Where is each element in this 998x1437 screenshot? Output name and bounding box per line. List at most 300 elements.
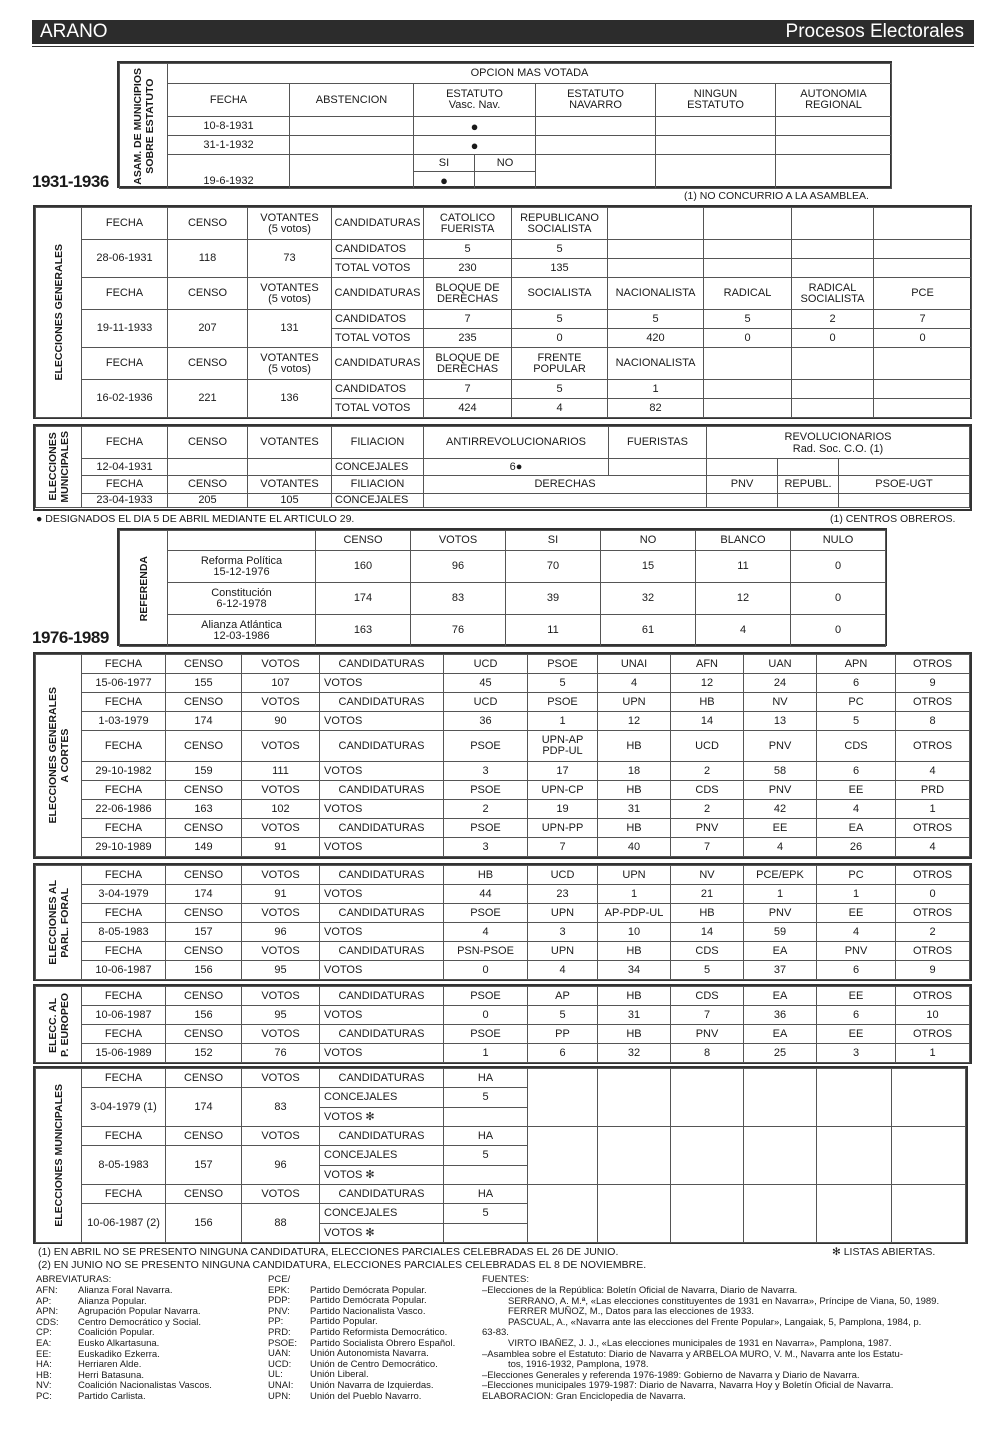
col-header: PC bbox=[817, 866, 896, 885]
abbreviation-meaning: Alianza Popular. bbox=[78, 1295, 147, 1307]
fuente-line: tos, 1916-1932, Pamplona, 1978. bbox=[508, 1359, 649, 1371]
mun-header: CENSO bbox=[168, 427, 248, 459]
mun-cell bbox=[839, 494, 970, 508]
votos-value: 96 bbox=[242, 1146, 320, 1185]
col-header: CENSO bbox=[166, 1025, 242, 1044]
votos-label: VOTOS bbox=[320, 923, 444, 942]
empty-cell bbox=[671, 1069, 744, 1127]
table-row bbox=[36, 866, 970, 885]
col-header: PSOE bbox=[444, 819, 528, 838]
fecha-value: 8-05-1983 bbox=[82, 1146, 166, 1185]
fecha-value: 15-06-1977 bbox=[82, 674, 166, 693]
col-header: VOTOS bbox=[242, 1025, 320, 1044]
gen-candidatos-value: 5 bbox=[608, 310, 704, 329]
fuente-line: –Elecciones municipales 1979-1987: Diario de Navarra, Navarra Hoy y Boletín Oficial de Navarra. bbox=[482, 1380, 894, 1392]
empty-cell bbox=[444, 1166, 528, 1185]
data-value: 31 bbox=[598, 1006, 671, 1025]
gen-candidatos-value bbox=[874, 380, 972, 399]
col-header: FECHA bbox=[82, 1025, 166, 1044]
col-header: CDS bbox=[817, 731, 896, 762]
gen-header bbox=[704, 208, 792, 240]
asamblea-cell bbox=[290, 136, 414, 155]
opcion-mas-votada-header: OPCION MAS VOTADA bbox=[168, 64, 892, 84]
asamblea-dot: ● bbox=[414, 136, 536, 155]
data-value: 21 bbox=[671, 885, 744, 904]
asamblea-cell bbox=[656, 136, 776, 155]
elecciones-generales-1931-table bbox=[33, 205, 972, 419]
data-value: 6 bbox=[528, 1044, 598, 1063]
referenda-value: 0 bbox=[791, 583, 886, 615]
votos-label: VOTOS bbox=[320, 762, 444, 781]
table-row bbox=[36, 904, 970, 923]
table-row bbox=[36, 731, 970, 762]
gen-candidatos-value: 5 bbox=[512, 380, 608, 399]
col-header: PSOE bbox=[444, 904, 528, 923]
period-1931-1936: 1931-1936 bbox=[32, 172, 109, 191]
mun-header: VOTANTES bbox=[248, 427, 332, 459]
gen-header: FRENTE POPULAR bbox=[512, 348, 608, 380]
gen-candidatos-value: 2 bbox=[792, 310, 874, 329]
data-value: 1 bbox=[744, 885, 817, 904]
gen-votos-value: 4 bbox=[512, 399, 608, 418]
data-value: 111 bbox=[242, 762, 320, 781]
abbreviation-meaning: Partido Nacionalista Vasco. bbox=[310, 1305, 426, 1317]
col-header: FECHA bbox=[82, 942, 166, 961]
candidatos-label: CANDIDATOS bbox=[332, 380, 424, 399]
col-header: HB bbox=[598, 819, 671, 838]
col-header: HA bbox=[444, 1185, 528, 1204]
gen-header: PCE bbox=[874, 278, 972, 310]
table-row bbox=[36, 1044, 970, 1063]
referenda-value: 83 bbox=[411, 583, 506, 615]
col-header: UCD bbox=[671, 731, 744, 762]
total-votos-label: TOTAL VOTOS bbox=[332, 329, 424, 348]
censo-value: 157 bbox=[166, 1146, 242, 1185]
col-header: CANDIDATURAS bbox=[320, 781, 444, 800]
asamblea-cell bbox=[776, 117, 892, 136]
col-header: EE bbox=[744, 819, 817, 838]
gen-votos-value: 230 bbox=[424, 259, 512, 278]
gen-header: CENSO bbox=[168, 348, 248, 380]
table-row bbox=[36, 762, 970, 781]
elecciones-europeo-table bbox=[33, 984, 972, 1064]
votos-abiertas-label: VOTOS ✻ bbox=[320, 1166, 444, 1185]
elecciones-europeo-label-text: ELECC. AL P. EUROPEO bbox=[46, 992, 71, 1057]
table-row bbox=[36, 693, 970, 712]
col-header: AFN bbox=[671, 655, 744, 674]
data-value: 26 bbox=[817, 838, 896, 857]
concejales-value: 5 bbox=[444, 1088, 528, 1108]
data-value: 152 bbox=[166, 1044, 242, 1063]
mun-header: PSOE-UGT bbox=[839, 476, 970, 494]
col-header: VOTOS bbox=[242, 731, 320, 762]
fecha-value: 22-06-1986 bbox=[82, 800, 166, 819]
mun-cell bbox=[839, 459, 970, 476]
abbreviation-code: CP: bbox=[36, 1327, 52, 1339]
fuentes-title: FUENTES: bbox=[482, 1274, 529, 1285]
abbreviation-meaning: Unión de Centro Democrático. bbox=[310, 1358, 438, 1370]
data-value: 174 bbox=[166, 885, 242, 904]
si-no-grid bbox=[414, 155, 535, 171]
table-row bbox=[120, 64, 892, 84]
col-header: OTROS bbox=[896, 819, 970, 838]
col-header: CENSO bbox=[166, 1127, 242, 1146]
empty-cell bbox=[744, 1127, 817, 1185]
col-header: UPN bbox=[528, 942, 598, 961]
col-header: UCD bbox=[528, 866, 598, 885]
data-value: 6 bbox=[817, 674, 896, 693]
col-header: UPN-CP bbox=[528, 781, 598, 800]
abbreviation-item bbox=[36, 1286, 212, 1297]
asamblea-cell bbox=[656, 155, 776, 189]
asamblea-label bbox=[120, 64, 168, 189]
data-value: 90 bbox=[242, 712, 320, 731]
votos-value: 88 bbox=[242, 1204, 320, 1243]
asamblea-col-header: ESTATUTO Vasc. Nav. bbox=[414, 84, 536, 117]
table-row bbox=[36, 1025, 970, 1044]
gen-candidatos-value: 5 bbox=[424, 240, 512, 259]
referenda-header: SI bbox=[506, 531, 601, 551]
asamblea-cell bbox=[656, 117, 776, 136]
section-title: Procesos Electorales bbox=[785, 21, 964, 42]
abbreviation-code: PRD: bbox=[268, 1326, 291, 1338]
data-value: 6 bbox=[817, 1006, 896, 1025]
col-header: VOTOS bbox=[242, 1127, 320, 1146]
col-header: NV bbox=[671, 866, 744, 885]
elecciones-generales-label-text: ELECCIONES GENERALES bbox=[52, 244, 65, 381]
data-value: 155 bbox=[166, 674, 242, 693]
col-header: HB bbox=[671, 904, 744, 923]
abbreviation-meaning: Centro Democrático y Social. bbox=[78, 1316, 202, 1328]
abbreviation-code: UL: bbox=[268, 1369, 283, 1381]
table-row bbox=[36, 674, 970, 693]
gen-header: NACIONALISTA bbox=[608, 278, 704, 310]
gen-candidatos-value bbox=[704, 240, 792, 259]
abbreviation-meaning: Eusko Alkartasuna. bbox=[78, 1337, 160, 1349]
gen-votos-value: 0 bbox=[512, 329, 608, 348]
mun-header: DERECHAS bbox=[424, 476, 707, 494]
referenda-label-text: REFERENDA bbox=[137, 555, 150, 622]
fuente-line: –Elecciones Generales y referenda 1976-1989: Gobierno de Navarra y Diario de Navarra. bbox=[482, 1369, 860, 1381]
gen-candidatos-value: 5 bbox=[512, 310, 608, 329]
data-value: 3 bbox=[444, 838, 528, 857]
data-value: 157 bbox=[166, 923, 242, 942]
data-value: 0 bbox=[444, 1006, 528, 1025]
col-header: CENSO bbox=[166, 942, 242, 961]
abbreviation-meaning: Unión del Pueblo Navarro. bbox=[310, 1390, 422, 1402]
data-value: 6 bbox=[817, 762, 896, 781]
table-row bbox=[36, 655, 970, 674]
elecciones-cortes-label bbox=[36, 655, 82, 857]
col-header: PNV bbox=[744, 731, 817, 762]
col-header: CANDIDATURAS bbox=[320, 693, 444, 712]
table-row bbox=[120, 531, 886, 551]
candidatos-label: CANDIDATOS bbox=[332, 240, 424, 259]
abbreviation-meaning: Partido Socialista Obrero Español. bbox=[310, 1337, 456, 1349]
col-header: PNV bbox=[671, 1025, 744, 1044]
referenda-header: NULO bbox=[791, 531, 886, 551]
fuente-line: PASCUAL, A., «Navarra ante las elecciones del Frente Popular», Langaiak, 5, Pamplona, 1984, p. bbox=[508, 1316, 922, 1328]
empty-cell bbox=[598, 1069, 671, 1127]
gen-header bbox=[792, 208, 874, 240]
col-header: CANDIDATURAS bbox=[320, 942, 444, 961]
gen-header bbox=[874, 348, 972, 380]
table-row bbox=[36, 923, 970, 942]
grid bbox=[119, 530, 886, 647]
col-header: FECHA bbox=[82, 904, 166, 923]
col-header: VOTOS bbox=[242, 866, 320, 885]
col-header: PSN-PSOE bbox=[444, 942, 528, 961]
data-value: 1 bbox=[444, 1044, 528, 1063]
concejales-label: CONCEJALES bbox=[320, 1204, 444, 1224]
col-header: OTROS bbox=[896, 942, 970, 961]
gen-votos-value bbox=[874, 399, 972, 418]
grid bbox=[35, 426, 970, 508]
table-row bbox=[36, 208, 972, 240]
col-header: PSOE bbox=[444, 731, 528, 762]
elecciones-municipales-1979-table bbox=[33, 1066, 968, 1244]
concejales-value: 5 bbox=[444, 1146, 528, 1166]
referenda-table bbox=[117, 528, 887, 646]
fecha-value: 29-10-1982 bbox=[82, 762, 166, 781]
total-votos-label: TOTAL VOTOS bbox=[332, 259, 424, 278]
data-value: 4 bbox=[744, 838, 817, 857]
concejales-label: CONCEJALES bbox=[320, 1146, 444, 1166]
no-header: NO bbox=[475, 155, 536, 171]
abbreviation-code: PP: bbox=[268, 1316, 284, 1328]
data-value: 14 bbox=[671, 712, 744, 731]
total-votos-label: TOTAL VOTOS bbox=[332, 399, 424, 418]
data-value: 8 bbox=[671, 1044, 744, 1063]
asamblea-col-header: ESTATUTO NAVARRO bbox=[536, 84, 656, 117]
table-row bbox=[120, 155, 892, 172]
gen-votos-value bbox=[792, 399, 874, 418]
gen-candidatos-value bbox=[704, 380, 792, 399]
col-header: FECHA bbox=[82, 693, 166, 712]
abbreviation-code: HA: bbox=[36, 1359, 52, 1371]
table-row bbox=[36, 348, 972, 380]
fuente-line: 63-83. bbox=[482, 1327, 509, 1339]
table-row bbox=[36, 310, 972, 329]
gen-header: VOTANTES (5 votos) bbox=[248, 348, 332, 380]
col-header: CANDIDATURAS bbox=[320, 1025, 444, 1044]
table-row bbox=[120, 117, 892, 136]
table-row bbox=[36, 712, 970, 731]
table-row bbox=[36, 800, 970, 819]
empty-cell bbox=[528, 1127, 598, 1185]
empty-cell bbox=[528, 1185, 598, 1243]
abbreviation-meaning: Partido Demócrata Popular. bbox=[310, 1295, 427, 1307]
data-value: 1 bbox=[528, 712, 598, 731]
gen-header: CENSO bbox=[168, 278, 248, 310]
gen-candidatos-value: 5 bbox=[512, 240, 608, 259]
fecha-value: 3-04-1979 bbox=[82, 885, 166, 904]
empty-cell bbox=[817, 1127, 892, 1185]
table-row bbox=[36, 278, 972, 310]
data-value: 174 bbox=[166, 712, 242, 731]
abreviaturas-col-1 bbox=[36, 1286, 212, 1403]
mun-cell bbox=[168, 459, 248, 476]
elecciones-foral-label-text: ELECCIONES AL PARL. FORAL bbox=[46, 880, 71, 965]
data-value: 1 bbox=[896, 1044, 970, 1063]
col-header: PP bbox=[528, 1025, 598, 1044]
gen-header: CATOLICO FUERISTA bbox=[424, 208, 512, 240]
abbreviation-meaning: Unión Liberal. bbox=[310, 1369, 369, 1381]
data-value: 96 bbox=[242, 923, 320, 942]
col-header: OTROS bbox=[896, 987, 970, 1006]
col-header: VOTOS bbox=[242, 655, 320, 674]
fecha-value: 15-06-1989 bbox=[82, 1044, 166, 1063]
data-value: 156 bbox=[166, 961, 242, 980]
mun-cell bbox=[424, 494, 707, 508]
empty-cell bbox=[817, 1185, 892, 1243]
data-value: 31 bbox=[598, 800, 671, 819]
table-row bbox=[36, 1185, 966, 1204]
abbreviation-meaning: Partido Popular. bbox=[310, 1316, 378, 1328]
referenda-header: CENSO bbox=[316, 531, 411, 551]
col-header: EE bbox=[817, 781, 896, 800]
table-row bbox=[36, 1006, 970, 1025]
empty-cell bbox=[528, 1069, 598, 1127]
gen-censo: 118 bbox=[168, 240, 248, 278]
elecciones-cortes-label-text: ELECCIONES GENERALES A CORTES bbox=[46, 687, 71, 824]
data-value: 2 bbox=[671, 762, 744, 781]
asamblea-table bbox=[117, 61, 892, 188]
empty-cell bbox=[744, 1069, 817, 1127]
mun-header: ANTIRREVOLUCIONARIOS bbox=[424, 427, 609, 459]
elecciones-foral-label bbox=[36, 866, 82, 980]
gen-votos-value: 0 bbox=[874, 329, 972, 348]
col-header: FECHA bbox=[82, 655, 166, 674]
abbreviation-item bbox=[268, 1381, 455, 1392]
votos-label: VOTOS bbox=[320, 885, 444, 904]
fuente-line: SERRANO, A. M.ª, «Las elecciones constituyentes de 1931 en Navarra», Príncipe de Viana, 50, 1989. bbox=[508, 1295, 940, 1307]
abbreviation-code: EE: bbox=[36, 1348, 52, 1360]
data-value: 23 bbox=[528, 885, 598, 904]
col-header: HB bbox=[671, 693, 744, 712]
gen-header: VOTANTES (5 votos) bbox=[248, 278, 332, 310]
data-value: 2 bbox=[444, 800, 528, 819]
col-header: UPN-PP bbox=[528, 819, 598, 838]
col-header: FECHA bbox=[82, 1127, 166, 1146]
gen-votos-value bbox=[704, 259, 792, 278]
abbreviation-code: PCE/ bbox=[268, 1274, 291, 1285]
gen-votos-value: 135 bbox=[512, 259, 608, 278]
abbreviation-code: HB: bbox=[36, 1369, 52, 1381]
abbreviation-code: UNAI: bbox=[268, 1379, 294, 1391]
gen-header: RADICAL bbox=[704, 278, 792, 310]
gen-censo: 207 bbox=[168, 310, 248, 348]
fuente-line: FERRER MUÑOZ, M., Datos para las elecciones de 1933. bbox=[508, 1306, 755, 1318]
data-value: 76 bbox=[242, 1044, 320, 1063]
grid bbox=[35, 986, 970, 1063]
gen-votos-value: 0 bbox=[704, 329, 792, 348]
gen-header: BLOQUE DE DERECHAS bbox=[424, 278, 512, 310]
abbreviation-code: PDP: bbox=[268, 1295, 291, 1307]
gen-header bbox=[608, 208, 704, 240]
col-header: PNV bbox=[744, 904, 817, 923]
votos-label: VOTOS bbox=[320, 961, 444, 980]
col-header: PSOE bbox=[528, 655, 598, 674]
elecciones-municipales-1931-label-text: ELECCIONES MUNICIPALES bbox=[46, 431, 71, 503]
table-row bbox=[36, 781, 970, 800]
col-header: PC bbox=[817, 693, 896, 712]
col-header: OTROS bbox=[896, 655, 970, 674]
col-header: UNAI bbox=[598, 655, 671, 674]
mun-fecha: 12-04-1931 bbox=[82, 459, 168, 476]
data-value: 44 bbox=[444, 885, 528, 904]
gen-candidatos-value: 7 bbox=[424, 310, 512, 329]
referendum-name: Constitución 6-12-1978 bbox=[168, 583, 316, 615]
col-header: EA bbox=[817, 819, 896, 838]
data-value: 7 bbox=[671, 838, 744, 857]
table-row bbox=[36, 942, 970, 961]
gen-votos-value bbox=[704, 399, 792, 418]
data-value: 5 bbox=[528, 674, 598, 693]
table-row bbox=[120, 84, 892, 117]
col-header: OTROS bbox=[896, 866, 970, 885]
fecha-value: 10-06-1987 (2) bbox=[82, 1204, 166, 1243]
col-header: UAN bbox=[744, 655, 817, 674]
fecha-value: 10-06-1987 bbox=[82, 961, 166, 980]
data-value: 4 bbox=[598, 674, 671, 693]
data-value: 10 bbox=[896, 1006, 970, 1025]
data-value: 4 bbox=[817, 800, 896, 819]
votos-label: VOTOS bbox=[320, 674, 444, 693]
asamblea-fecha: 19-6-1932 bbox=[168, 155, 290, 189]
gen-votos-value: 424 bbox=[424, 399, 512, 418]
gen-candidatos-value bbox=[608, 240, 704, 259]
data-value: 14 bbox=[671, 923, 744, 942]
censo-value: 156 bbox=[166, 1204, 242, 1243]
fecha-value: 3-04-1979 (1) bbox=[82, 1088, 166, 1127]
col-header: FECHA bbox=[82, 731, 166, 762]
gen-votantes: 136 bbox=[248, 380, 332, 418]
abbreviation-meaning: Partido Reformista Democrático. bbox=[310, 1326, 448, 1338]
referenda-corner bbox=[168, 531, 316, 551]
asamblea-cell bbox=[475, 172, 536, 188]
col-header: CANDIDATURAS bbox=[320, 819, 444, 838]
mun-header: VOTANTES bbox=[248, 476, 332, 494]
col-header: VOTOS bbox=[242, 987, 320, 1006]
referenda-value: 0 bbox=[791, 615, 886, 647]
col-header: CANDIDATURAS bbox=[320, 904, 444, 923]
abbreviation-meaning: Coalición Popular. bbox=[78, 1327, 155, 1339]
data-value: 4 bbox=[444, 923, 528, 942]
abbreviation-code: PNV: bbox=[268, 1305, 290, 1317]
col-header: FECHA bbox=[82, 819, 166, 838]
data-value: 58 bbox=[744, 762, 817, 781]
gen-votos-value bbox=[874, 259, 972, 278]
col-header: VOTOS bbox=[242, 781, 320, 800]
col-header: VOTOS bbox=[242, 693, 320, 712]
elecciones-municipales-1931-label bbox=[36, 427, 82, 508]
gen-votos-value: 82 bbox=[608, 399, 704, 418]
gen-votos-value bbox=[608, 259, 704, 278]
referenda-value: 61 bbox=[601, 615, 696, 647]
abbreviation-meaning: Partido Carlista. bbox=[78, 1390, 146, 1402]
col-header: HB bbox=[598, 942, 671, 961]
col-header: OTROS bbox=[896, 693, 970, 712]
col-header: PSOE bbox=[444, 987, 528, 1006]
col-header: PSOE bbox=[528, 693, 598, 712]
mun-censo: 205 bbox=[168, 494, 248, 508]
data-value: 1 bbox=[598, 885, 671, 904]
gen-votos-value bbox=[792, 259, 874, 278]
gen-fecha: 28-06-1931 bbox=[82, 240, 168, 278]
data-value: 59 bbox=[744, 923, 817, 942]
col-header: FECHA bbox=[82, 866, 166, 885]
